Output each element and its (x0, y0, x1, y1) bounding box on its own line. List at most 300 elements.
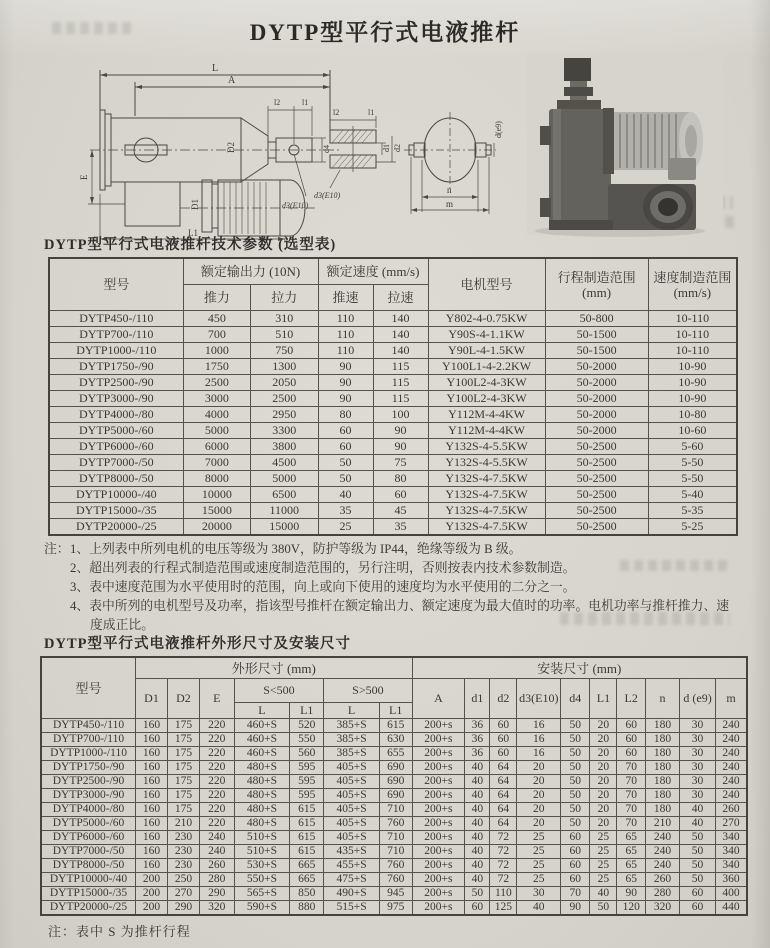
table-row (49, 503, 737, 519)
table-cell: DYTP700-/110 (41, 733, 136, 747)
table-cell: 50-2500 (545, 439, 648, 455)
table-cell: DYTP15000-/35 (49, 503, 183, 519)
col-header-A: A (412, 679, 465, 719)
table-cell: 110 (318, 311, 373, 327)
col-header-m: m (716, 679, 747, 719)
table-cell: 11000 (251, 503, 318, 519)
table-cell: 690 (379, 761, 412, 775)
table-cell: 240 (716, 733, 747, 747)
table-cell: 15000 (183, 503, 250, 519)
table-cell: 10-90 (648, 359, 737, 375)
table-cell: 20000 (183, 519, 250, 536)
table-cell: 160 (136, 719, 168, 733)
table-cell: DYTP7000-/50 (41, 845, 136, 859)
table-cell: 35 (373, 519, 428, 536)
dim-label-D1: D1 (190, 199, 200, 210)
table-cell: 180 (645, 733, 679, 747)
table-cell: 200+s (412, 761, 465, 775)
table-cell: 60 (561, 831, 590, 845)
note-item-1: 1、上列表中所列电机的电压等级为 380V，防护等级为 IP44，绝缘等级为 B 级。 (70, 542, 522, 556)
table-cell: 30 (679, 775, 715, 789)
table-cell: 50-2000 (545, 391, 648, 407)
table-cell: 36 (465, 719, 490, 733)
table-cell: DYTP8000-/50 (49, 471, 183, 487)
dimension-table-header (41, 657, 747, 719)
table-cell: 72 (490, 831, 517, 845)
table-cell: 50-2000 (545, 423, 648, 439)
table-row (41, 873, 747, 887)
col-header-pull-speed: 拉速 (373, 285, 428, 311)
table-row (49, 407, 737, 423)
table-cell: 175 (167, 803, 199, 817)
table-cell: DYTP1750-/90 (41, 761, 136, 775)
table-cell: 4000 (183, 407, 250, 423)
table-footnote: 注：表中 S 为推杆行程 (48, 924, 191, 939)
table-cell: 10-110 (648, 327, 737, 343)
table-cell: 760 (379, 873, 412, 887)
table-cell: 70 (617, 775, 645, 789)
table-row (41, 901, 747, 916)
table-cell: DYTP10000-/40 (41, 873, 136, 887)
table-cell: 10-80 (648, 407, 737, 423)
table-cell: DYTP6000-/60 (49, 439, 183, 455)
col-header-model: 型号 (49, 258, 183, 311)
dim-label-m: m (446, 199, 454, 209)
table-cell: 220 (199, 761, 234, 775)
table-cell: 60 (679, 887, 715, 901)
table-cell: DYTP10000-/40 (49, 487, 183, 503)
table-cell: 200+s (412, 887, 465, 901)
table-cell: 160 (136, 817, 168, 831)
table-cell: 270 (167, 887, 199, 901)
table-cell: DYTP20000-/25 (41, 901, 136, 916)
table-cell: 3300 (251, 423, 318, 439)
table-cell: 125 (490, 901, 517, 916)
table-cell: 290 (167, 901, 199, 916)
table-cell: 550 (290, 733, 324, 747)
table-cell: 20 (590, 761, 617, 775)
table-cell: 20 (517, 761, 561, 775)
table-cell: 65 (617, 845, 645, 859)
table-row (49, 359, 737, 375)
col-header-d-e9: d (e9) (679, 679, 715, 719)
dim-label-l1: l1 (302, 98, 309, 107)
table-cell: DYTP1000-/110 (49, 343, 183, 359)
table-cell: 615 (290, 845, 324, 859)
table-cell: 90 (373, 439, 428, 455)
table-cell: 50-2000 (545, 359, 648, 375)
table-row (49, 391, 737, 407)
table-cell: 5-50 (648, 455, 737, 471)
stroke-range-unit: (mm) (582, 284, 612, 300)
table-cell: 60 (373, 487, 428, 503)
table-cell: DYTP15000-/35 (41, 887, 136, 901)
table-cell: 665 (290, 873, 324, 887)
table-cell: 5-35 (648, 503, 737, 519)
notes-label: 注： (44, 542, 70, 556)
table-cell: 50 (561, 761, 590, 775)
table-cell: 975 (379, 901, 412, 916)
dimension-table (40, 656, 748, 916)
table-cell: 16 (517, 733, 561, 747)
table-cell: 510+S (234, 831, 290, 845)
table-cell: 64 (490, 761, 517, 775)
table-cell: 60 (318, 439, 373, 455)
table-cell: 615 (290, 803, 324, 817)
table-cell: 50-2500 (545, 455, 648, 471)
table-cell: 20 (590, 817, 617, 831)
table-cell: 30 (679, 747, 715, 761)
table-cell: 290 (199, 887, 234, 901)
note-item-2: 2、超出列表的行程式制造范围或速度制造范围的，另行注明，否则按表内技术参数制造。 (70, 561, 576, 575)
table-cell: 240 (716, 719, 747, 733)
table-cell: 8000 (183, 471, 250, 487)
table-cell: 210 (167, 817, 199, 831)
table-cell: 90 (373, 423, 428, 439)
table-cell: 455+S (324, 859, 380, 873)
section1-heading: DYTP型平行式电液推杆技术参数 (选型表) (44, 237, 337, 253)
table-cell: 180 (645, 803, 679, 817)
table-cell: 50-2500 (545, 487, 648, 503)
table-cell: 260 (645, 873, 679, 887)
table-cell: 240 (645, 859, 679, 873)
table-cell: 200+s (412, 873, 465, 887)
table-cell: Y112M-4-4KW (428, 423, 545, 439)
table-cell: 50 (561, 733, 590, 747)
dim-label-d3e10: d3(E10) (282, 201, 309, 210)
table-cell: 180 (645, 789, 679, 803)
table-cell: 115 (373, 359, 428, 375)
table-cell: 405+S (324, 817, 380, 831)
col-header-D1: D1 (136, 679, 168, 719)
table-cell: 16 (517, 747, 561, 761)
table-cell: 460+S (234, 733, 290, 747)
table-cell: 50-2000 (545, 407, 648, 423)
table-row (49, 471, 737, 487)
table-cell: 72 (490, 845, 517, 859)
table-row (41, 859, 747, 873)
table-cell: 175 (167, 775, 199, 789)
table-cell: 690 (379, 775, 412, 789)
table-cell: 50-2500 (545, 519, 648, 536)
table-cell: 200+s (412, 817, 465, 831)
col-header-d1: d1 (465, 679, 490, 719)
table-cell: 220 (199, 817, 234, 831)
table-cell: 385+S (324, 747, 380, 761)
table-row (41, 845, 747, 859)
table-cell: 25 (517, 859, 561, 873)
table-cell: 60 (561, 845, 590, 859)
table-cell: 530+S (234, 859, 290, 873)
table-cell: 2500 (183, 375, 250, 391)
table-cell: 50 (679, 831, 715, 845)
table-cell: 50 (561, 719, 590, 733)
table-cell: Y132S-4-7.5KW (428, 503, 545, 519)
speed-range-label: 速度制造范围 (653, 269, 732, 285)
table-cell: 340 (716, 845, 747, 859)
table-cell: 200+s (412, 747, 465, 761)
table-cell: 240 (716, 775, 747, 789)
table-cell: 220 (199, 747, 234, 761)
table-cell: 30 (679, 733, 715, 747)
table-cell: Y132S-4-7.5KW (428, 519, 545, 536)
table-cell: 945 (379, 887, 412, 901)
table-cell: 50-800 (545, 311, 648, 327)
table-cell: 760 (379, 817, 412, 831)
dim-label-L: L (212, 63, 219, 74)
table-cell: 240 (199, 831, 234, 845)
table-cell: 6500 (251, 487, 318, 503)
table-cell: 200 (136, 873, 168, 887)
table-cell: 90 (318, 375, 373, 391)
stroke-range-label: 行程制造范围 (557, 269, 636, 285)
table-cell: 700 (183, 327, 250, 343)
table-cell: 60 (490, 719, 517, 733)
spec-table-header (49, 258, 737, 311)
table-cell: 64 (490, 775, 517, 789)
table-cell: 40 (318, 487, 373, 503)
table-cell: 240 (645, 845, 679, 859)
table-cell: 1750 (183, 359, 250, 375)
table-cell: 5-60 (648, 439, 737, 455)
table-cell: 260 (199, 859, 234, 873)
table-cell: 560 (290, 747, 324, 761)
col-header-n: n (645, 679, 679, 719)
table-cell: 60 (490, 733, 517, 747)
table-cell: 60 (617, 747, 645, 761)
table-cell: 435+S (324, 845, 380, 859)
col-group-s-gt-500: S>500 (324, 679, 412, 703)
table-cell: 60 (617, 733, 645, 747)
table-cell: 80 (318, 407, 373, 423)
col-header-push-speed: 推速 (318, 285, 373, 311)
dim-label-l2-detail: l2 (333, 108, 340, 117)
dimension-table-body (41, 719, 747, 916)
table-row (49, 343, 737, 359)
table-cell: 60 (318, 423, 373, 439)
table-cell: 120 (617, 901, 645, 916)
table-cell: Y90L-4-1.5KW (428, 343, 545, 359)
table-cell: 550+S (234, 873, 290, 887)
table-cell: 25 (517, 873, 561, 887)
table-cell: 35 (318, 503, 373, 519)
table-cell: 115 (373, 375, 428, 391)
table-cell: 50 (561, 817, 590, 831)
table-cell: 480+S (234, 803, 290, 817)
table-cell: 4500 (251, 455, 318, 471)
table-cell: 750 (251, 343, 318, 359)
table-cell: 280 (645, 887, 679, 901)
table-cell: 405+S (324, 789, 380, 803)
table-cell: 200+s (412, 859, 465, 873)
table-cell: DYTP2500-/90 (49, 375, 183, 391)
table-cell: 490+S (324, 887, 380, 901)
table-cell: 260 (716, 803, 747, 817)
table-row (41, 761, 747, 775)
table-cell: 5000 (251, 471, 318, 487)
col-header-d2: d2 (490, 679, 517, 719)
col-header-pull-force: 拉力 (251, 285, 318, 311)
table-cell: 90 (617, 887, 645, 901)
table-cell: 710 (379, 803, 412, 817)
section2-heading: DYTP型平行式电液推杆外形尺寸及安装尺寸 (44, 636, 351, 652)
dim-label-d1: d1 (382, 144, 391, 152)
col-header-d3: d3(E10) (517, 679, 561, 719)
table-cell: 690 (379, 789, 412, 803)
table-cell: 240 (645, 831, 679, 845)
table-cell: 50-2500 (545, 503, 648, 519)
table-cell: 385+S (324, 719, 380, 733)
table-cell: 115 (373, 391, 428, 407)
table-cell: 20 (590, 719, 617, 733)
col-header-L1-gt: L1 (379, 703, 412, 719)
table-cell: 60 (561, 859, 590, 873)
table-cell: 280 (199, 873, 234, 887)
table-cell: 760 (379, 859, 412, 873)
table-cell: 5-40 (648, 487, 737, 503)
table-cell: 50 (679, 873, 715, 887)
table-cell: 460+S (234, 719, 290, 733)
table-row (41, 775, 747, 789)
table-cell: 320 (199, 901, 234, 916)
note-item-4: 4、表中所列的电机型号及功率，指该型号推杆在额定输出力、额定速度为最大值时的功率。电机功率与推杆推力、速度成正比。 (70, 599, 730, 632)
table-cell: 20 (590, 803, 617, 817)
product-photo (527, 53, 723, 237)
table-cell: 20 (517, 789, 561, 803)
table-cell: 70 (617, 803, 645, 817)
table-cell: 405+S (324, 803, 380, 817)
col-header-d4: d4 (561, 679, 590, 719)
col-header-L1-install: L1 (590, 679, 617, 719)
table-cell: 615 (379, 719, 412, 733)
table-cell: 40 (465, 817, 490, 831)
table-cell: 40 (465, 859, 490, 873)
table-cell: 655 (379, 747, 412, 761)
table-cell: 405+S (324, 775, 380, 789)
table-cell: 450 (183, 311, 250, 327)
table-cell: 320 (645, 901, 679, 916)
table-cell: 160 (136, 733, 168, 747)
table-cell: Y132S-4-5.5KW (428, 455, 545, 471)
col-header-D2: D2 (167, 679, 199, 719)
table-row (49, 327, 737, 343)
table-cell: 2950 (251, 407, 318, 423)
col-header-E: E (199, 679, 234, 719)
table-cell: 7000 (183, 455, 250, 471)
table-cell: 510+S (234, 845, 290, 859)
table-cell: 5-50 (648, 471, 737, 487)
table-cell: 40 (465, 803, 490, 817)
table-cell: 60 (679, 901, 715, 916)
table-cell: 460+S (234, 747, 290, 761)
table-cell: 110 (318, 343, 373, 359)
dim-label-d4: d4 (322, 145, 331, 153)
table-row (49, 519, 737, 536)
table-cell: Y100L2-4-3KW (428, 391, 545, 407)
table-cell: 100 (373, 407, 428, 423)
table-cell: 10-60 (648, 423, 737, 439)
table-cell: 10-90 (648, 391, 737, 407)
col-group-outer-dims: 外形尺寸 (mm) (136, 657, 413, 679)
dim-label-l2: l2 (274, 98, 281, 107)
col-header-speed-range (648, 258, 737, 311)
table-cell: 200+s (412, 719, 465, 733)
table-cell: 710 (379, 845, 412, 859)
table-cell: 200+s (412, 831, 465, 845)
table-cell: 230 (167, 845, 199, 859)
spec-table (48, 257, 738, 536)
table-cell: Y132S-4-7.5KW (428, 487, 545, 503)
table-cell: 25 (517, 845, 561, 859)
table-cell: 25 (590, 873, 617, 887)
dim-label-n: n (447, 185, 452, 195)
table-cell: 140 (373, 327, 428, 343)
table-cell: 5000 (183, 423, 250, 439)
table-cell: 180 (645, 719, 679, 733)
table-cell: 340 (716, 859, 747, 873)
table-cell: 210 (645, 817, 679, 831)
table-cell: 160 (136, 789, 168, 803)
technical-drawing (30, 50, 770, 242)
table-cell: 10-110 (648, 311, 737, 327)
note-item-3: 3、表中速度范围为水平使用时的范围，向上或向下使用的速度均为水平使用的二分之一。 (70, 580, 576, 594)
table-cell: DYTP3000-/90 (41, 789, 136, 803)
dim-label-l1-detail: l1 (368, 108, 375, 117)
table-cell: 3000 (183, 391, 250, 407)
table-cell: 110 (318, 327, 373, 343)
table-cell: 60 (465, 901, 490, 916)
table-cell: 60 (561, 873, 590, 887)
table-cell: 50 (561, 747, 590, 761)
table-cell: 25 (318, 519, 373, 536)
table-cell: 70 (617, 817, 645, 831)
table-cell: 590+S (234, 901, 290, 916)
table-cell: 72 (490, 859, 517, 873)
table-cell: 175 (167, 747, 199, 761)
col-group-install-dims: 安装尺寸 (mm) (412, 657, 747, 679)
table-cell: 50 (590, 901, 617, 916)
table-cell: 10-90 (648, 375, 737, 391)
dim-label-de9: d(e9) (494, 121, 503, 138)
table-cell: 16 (517, 719, 561, 733)
table-cell: 615 (290, 831, 324, 845)
table-cell: 180 (645, 747, 679, 761)
table-cell: Y132S-4-7.5KW (428, 471, 545, 487)
dim-label-E: E (79, 174, 89, 180)
table-cell: 40 (465, 789, 490, 803)
table-cell: Y802-4-0.75KW (428, 311, 545, 327)
table-cell: 665 (290, 859, 324, 873)
table-cell: 615 (290, 817, 324, 831)
col-header-L1-lt: L1 (290, 703, 324, 719)
table-row (41, 831, 747, 845)
table-cell: 220 (199, 719, 234, 733)
table-cell: 5-25 (648, 519, 737, 536)
table-cell: 50-2500 (545, 471, 648, 487)
table-cell: 475+S (324, 873, 380, 887)
table-cell: 140 (373, 343, 428, 359)
table-cell: DYTP4000-/80 (49, 407, 183, 423)
table-cell: Y132S-4-5.5KW (428, 439, 545, 455)
spec-table-body (49, 311, 737, 536)
table-row (41, 817, 747, 831)
table-cell: 440 (716, 901, 747, 916)
table-cell: 480+S (234, 789, 290, 803)
table-cell: 1300 (251, 359, 318, 375)
table-cell: 20 (590, 789, 617, 803)
table-cell: 15000 (251, 519, 318, 536)
table-cell: 175 (167, 789, 199, 803)
